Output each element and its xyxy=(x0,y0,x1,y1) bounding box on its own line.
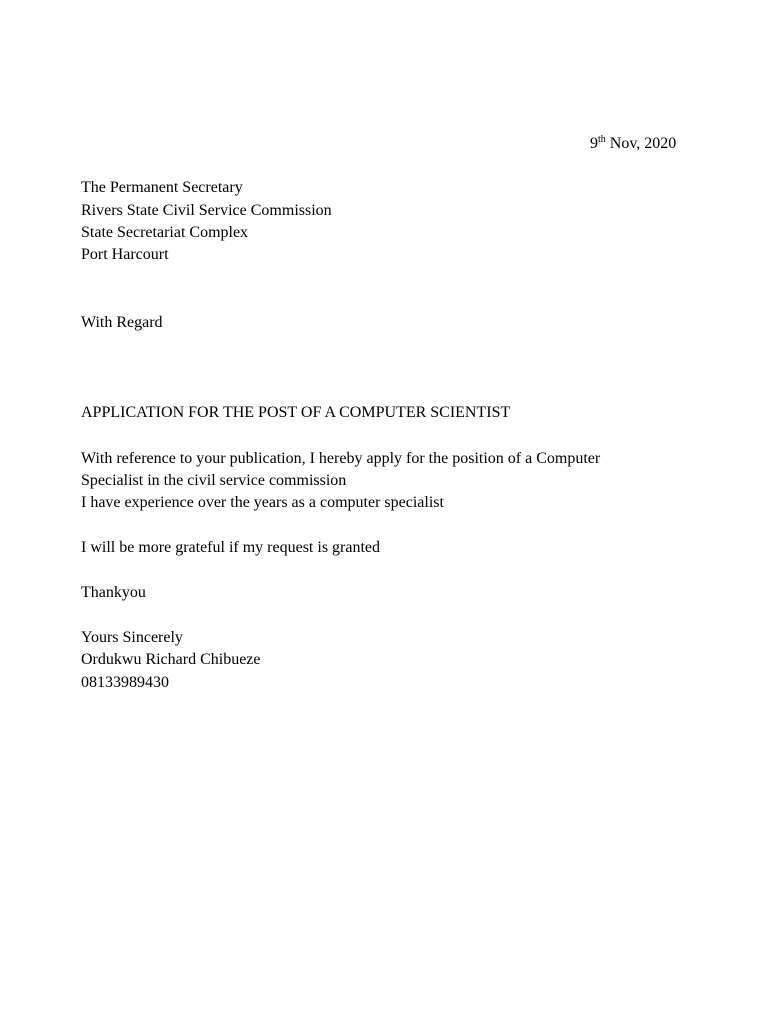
valediction: Yours Sincerely xyxy=(81,629,183,646)
body-paragraph-3: Thankyou xyxy=(81,584,146,601)
date-day: 9 xyxy=(590,135,598,152)
recipient-line-3: State Secretariat Complex xyxy=(81,224,249,241)
recipient-line-1: The Permanent Secretary xyxy=(81,179,243,196)
subject-heading: APPLICATION FOR THE POST OF A COMPUTER SCIENTIST xyxy=(81,404,511,421)
recipient-line-4: Port Harcourt xyxy=(81,246,169,263)
body-line-3: I have experience over the years as a computer specialist xyxy=(81,494,444,511)
signatory-name: Ordukwu Richard Chibueze xyxy=(81,651,261,668)
body-line-2: Specialist in the civil service commission xyxy=(81,472,347,489)
salutation: With Regard xyxy=(81,314,163,331)
recipient-line-2: Rivers State Civil Service Commission xyxy=(81,202,332,219)
body-paragraph-2: I will be more grateful if my request is granted xyxy=(81,539,381,556)
date-rest: Nov, 2020 xyxy=(605,135,677,152)
signatory-phone: 08133989430 xyxy=(81,674,169,691)
letter-date xyxy=(590,133,676,155)
body-line-1: With reference to your publication, I hereby apply for the position of a Computer xyxy=(81,450,601,467)
date-suffix: th xyxy=(598,134,606,145)
